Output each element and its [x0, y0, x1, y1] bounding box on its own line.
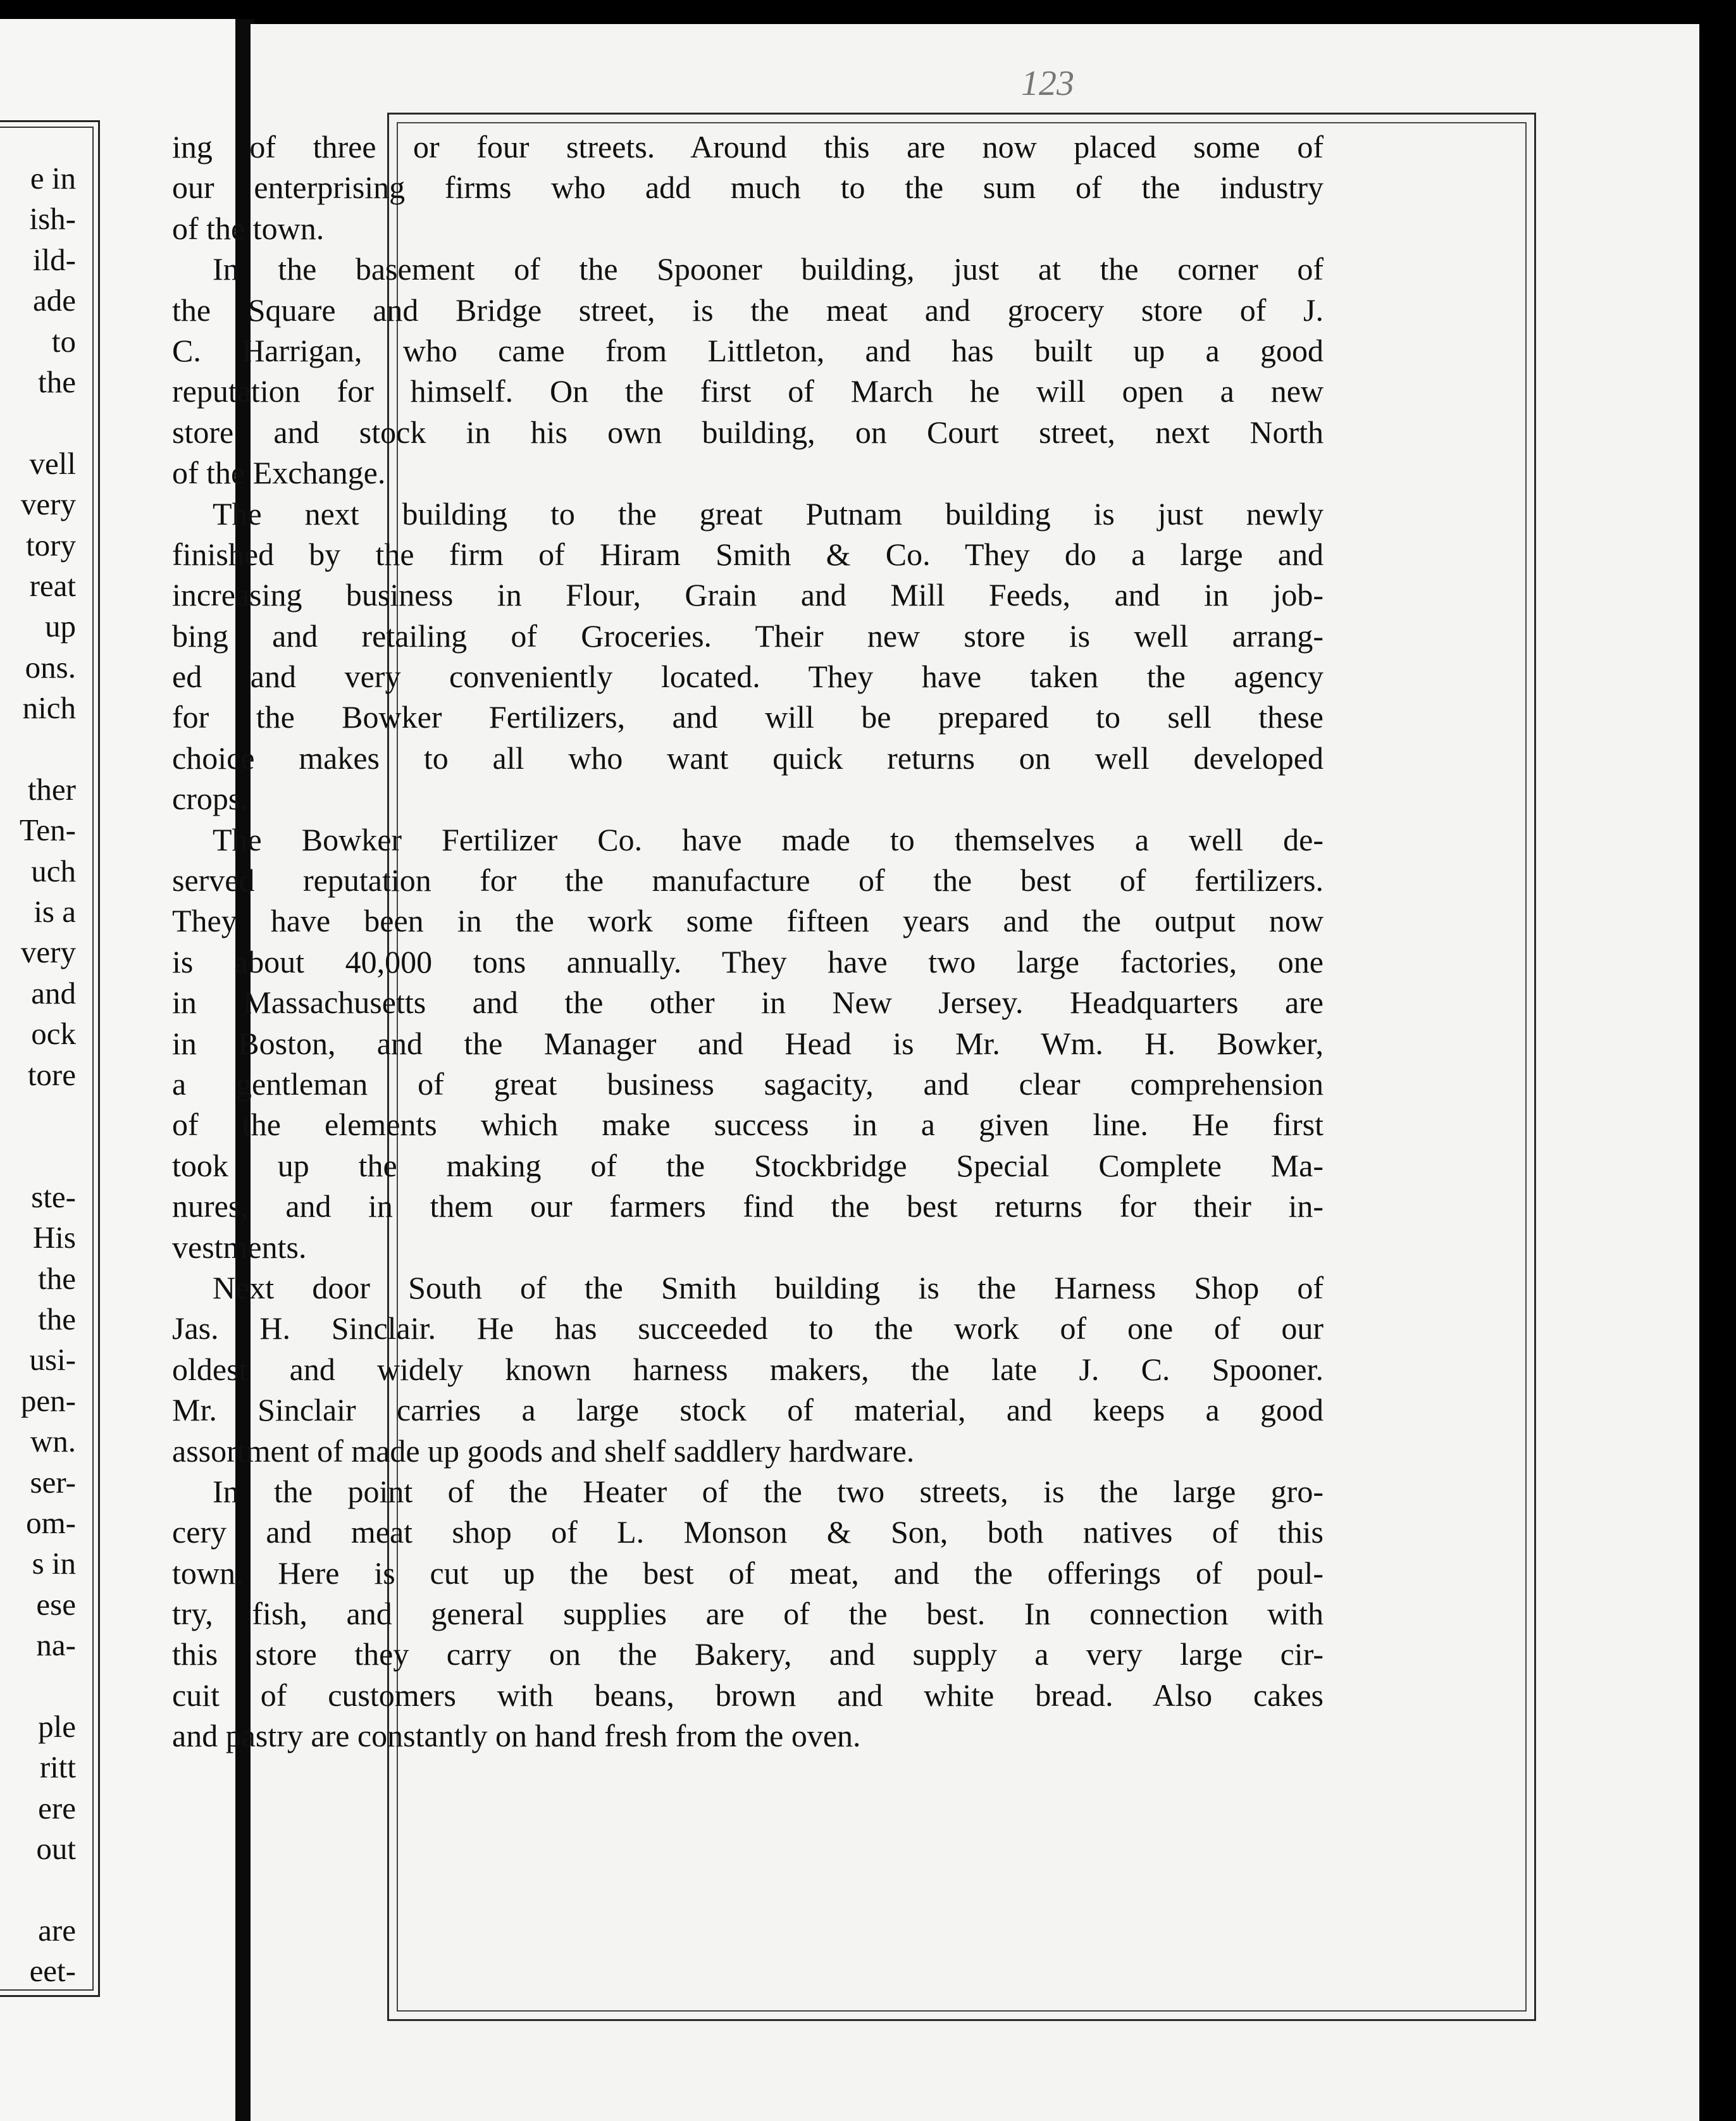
facing-page-line: ish-: [29, 201, 76, 237]
facing-page-line: ons.: [25, 649, 76, 685]
text-line: oldest and widely known harness makers, the late J. C. Spooner.: [172, 1351, 1324, 1387]
facing-page-line: nich: [22, 690, 76, 726]
paragraph: [172, 249, 1324, 493]
facing-page-line: His: [32, 1220, 76, 1255]
text-line: cuit of customers with beans, brown and white bread. Also cakes: [172, 1677, 1324, 1713]
facing-page-line: very: [20, 935, 76, 970]
facing-page-line: usi-: [29, 1342, 76, 1378]
facing-page-line: ther: [27, 771, 76, 807]
text-line: bing and retailing of Groceries. Their new store is well arrang-: [172, 618, 1324, 654]
text-line: Mr. Sinclair carries a large stock of material, and keeps a good: [172, 1392, 1324, 1428]
facing-page-line: and: [31, 975, 76, 1011]
text-line: the Square and Bridge street, is the meat and grocery store of J.: [172, 292, 1324, 328]
facing-page-line: ple: [38, 1708, 76, 1744]
text-line: ing of three or four streets. Around this are now placed some of: [172, 129, 1324, 165]
text-line: C. Harrigan, who came from Littleton, and has built up a good: [172, 332, 1324, 368]
text-line: this store they carry on the Bakery, and supply a very large cir-: [172, 1636, 1324, 1672]
text-line: The next building to the great Putnam building is just newly: [213, 495, 1324, 532]
facing-page-line: na-: [36, 1627, 76, 1663]
text-line: reputation for himself. On the first of March he will open a new: [172, 373, 1324, 409]
facing-page-line: tory: [26, 527, 76, 563]
facing-page-line: ock: [31, 1016, 76, 1052]
facing-page-line: [0, 1095, 76, 1136]
page-folio-number: 123: [1021, 64, 1074, 103]
text-line: increasing business in Flour, Grain and Mill Feeds, and in job-: [172, 577, 1324, 613]
facing-page-line: om-: [26, 1505, 76, 1540]
page-body-text: [172, 127, 1324, 1757]
paragraph: [172, 1471, 1324, 1757]
facing-page-line: very: [20, 487, 76, 522]
text-line: vestments.: [172, 1229, 307, 1265]
facing-page-line: [0, 402, 76, 443]
facing-page-line: the: [38, 1301, 76, 1336]
facing-page-line: are: [38, 1912, 76, 1948]
facing-page-line: ste-: [31, 1179, 76, 1214]
facing-page-line: e in: [30, 161, 76, 196]
text-line: In the point of the Heater of the two streets, is the large gro-: [213, 1473, 1324, 1509]
text-line: In the basement of the Spooner building, just at the corner of: [213, 251, 1324, 287]
text-line: and pastry are constantly on hand fresh from the oven.: [172, 1718, 861, 1754]
facing-page-text: [0, 158, 76, 1992]
text-line: in Massachusetts and the other in New Jersey. Headquarters are: [172, 985, 1324, 1021]
facing-page-line: the: [38, 364, 76, 399]
facing-page-line: ere: [38, 1790, 76, 1826]
facing-page-line: [0, 1869, 76, 1910]
text-line: cery and meat shop of L. Monson & Son, both natives of this: [172, 1514, 1324, 1550]
text-line: finished by the firm of Hiram Smith & Co. They do a large and: [172, 536, 1324, 572]
facing-page-line: to: [51, 323, 76, 359]
text-line: The Bowker Fertilizer Co. have made to themselves a well de-: [213, 821, 1324, 857]
text-line: for the Bowker Fertilizers, and will be prepared to sell these: [172, 699, 1324, 735]
facing-page-line: [0, 1665, 76, 1706]
text-line: Next door South of the Smith building is the Harness Shop of: [213, 1269, 1324, 1305]
facing-page-line: the: [38, 1260, 76, 1296]
text-line: of the elements which make success in a given line. He first: [172, 1107, 1324, 1143]
facing-page-line: vell: [29, 445, 76, 481]
text-line: nures, and in them our farmers find the best returns for their in-: [172, 1188, 1324, 1224]
facing-page-line: up: [45, 609, 76, 644]
facing-page-line: Ten-: [19, 812, 76, 848]
text-line: of the Exchange.: [172, 455, 386, 491]
facing-page-line: ser-: [30, 1464, 76, 1500]
facing-page-line: [0, 1136, 76, 1176]
paragraph: [172, 127, 1324, 249]
facing-page-line: pen-: [20, 1383, 76, 1418]
facing-page-line: ritt: [39, 1750, 76, 1785]
text-line: choice makes to all who want quick returns on well developed: [172, 740, 1324, 776]
facing-page-line: [0, 728, 76, 769]
facing-page-line: is a: [34, 894, 76, 930]
text-line: took up the making of the Stockbridge Special Complete Ma-: [172, 1147, 1324, 1183]
facing-page-line: s in: [32, 1546, 76, 1581]
text-line: try, fish, and general supplies are of the best. In connection with: [172, 1596, 1324, 1632]
text-line: ed and very conveniently located. They have taken the agency: [172, 659, 1324, 695]
facing-page-line: out: [36, 1831, 76, 1867]
text-line: Jas. H. Sinclair. He has succeeded to the work of one of our: [172, 1310, 1324, 1347]
text-line: of the town.: [172, 210, 325, 246]
text-line: store and stock in his own building, on Court street, next North: [172, 414, 1324, 450]
text-line: town. Here is cut up the best of meat, and the offerings of poul-: [172, 1555, 1324, 1591]
text-line: assortment of made up goods and shelf saddlery hardware.: [172, 1433, 915, 1469]
text-line: served reputation for the manufacture of the best of fertilizers.: [172, 862, 1324, 899]
facing-page-line: eet-: [29, 1953, 76, 1989]
paragraph: [172, 494, 1324, 819]
text-line: They have been in the work some fifteen years and the output now: [172, 903, 1324, 939]
facing-page-line: reat: [29, 568, 76, 603]
facing-page-line: uch: [31, 853, 76, 888]
facing-page-line: ild-: [32, 242, 76, 277]
facing-page-line: ade: [33, 283, 76, 318]
text-line: is about 40,000 tons annually. They have two large factories, one: [172, 943, 1324, 980]
text-line: our enterprising firms who add much to the sum of the industry: [172, 170, 1324, 206]
facing-page-line: tore: [27, 1057, 76, 1092]
text-line: in Boston, and the Manager and Head is Mr. Wm. H. Bowker,: [172, 1025, 1324, 1061]
facing-page-line: wn.: [30, 1424, 76, 1459]
paragraph: [172, 819, 1324, 1267]
text-line: crops.: [172, 781, 249, 817]
paragraph: [172, 1267, 1324, 1471]
facing-page-line: ese: [36, 1586, 76, 1622]
text-line: a gentleman of great business sagacity, and clear comprehension: [172, 1066, 1324, 1102]
